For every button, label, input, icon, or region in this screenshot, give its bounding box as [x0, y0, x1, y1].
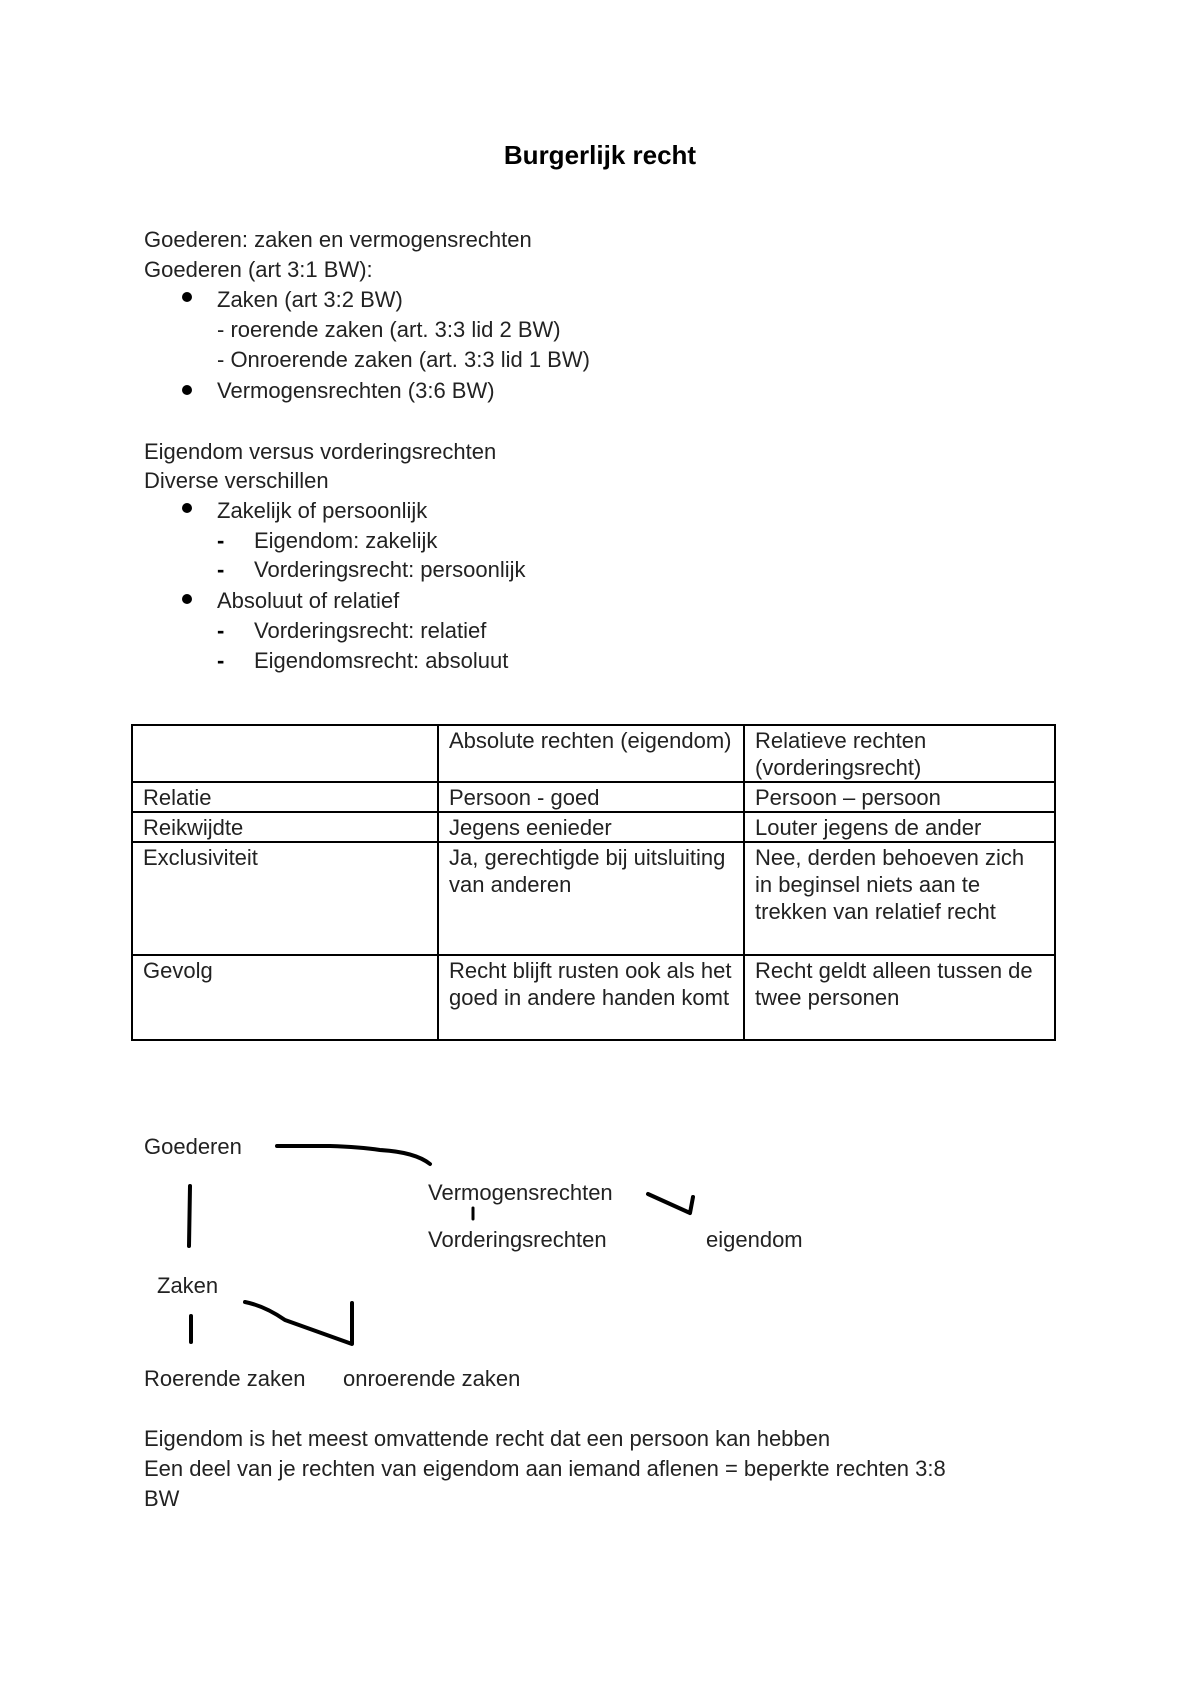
diagram-node-eigendom: eigendom: [706, 1227, 803, 1252]
dash-marker: -: [217, 528, 225, 553]
table-cell: Recht geldt alleen tussen de twee personen: [744, 955, 1055, 1040]
table-header-cell: Absolute rechten (eigendom): [438, 725, 744, 782]
connector-zaken-onroerende: [245, 1302, 352, 1344]
diagram-node-onroerende: onroerende zaken: [343, 1366, 521, 1391]
dash-marker: -: [217, 648, 225, 673]
table-cell: Gevolg: [132, 955, 438, 1040]
closing-line-3: BW: [144, 1486, 180, 1511]
table-cell: Louter jegens de ander: [744, 812, 1055, 842]
diagram-node-goederen: Goederen: [144, 1134, 242, 1159]
page-title: Burgerlijk recht: [503, 140, 697, 170]
closing-line-1: Eigendom is het meest omvattende recht dat een persoon kan hebben: [144, 1426, 831, 1451]
table-cell: Ja, gerechtigde bij uitsluiting van anderen: [438, 842, 744, 955]
table-cell: Exclusiviteit: [132, 842, 438, 955]
list-subitem: Vorderingsrecht: persoonlijk: [254, 557, 526, 582]
intro-line-1: Goederen: zaken en vermogensrechten: [144, 227, 532, 252]
list-subitem-roerend: - roerende zaken (art. 3:3 lid 2 BW): [217, 317, 561, 342]
table-cell: Relatie: [132, 782, 438, 812]
diagram-node-vorderingsrechten: Vorderingsrechten: [428, 1227, 607, 1252]
connector-vermogensrechten-eigendom: [648, 1194, 693, 1213]
table-cell: Persoon – persoon: [744, 782, 1055, 812]
list-subitem: Eigendom: zakelijk: [254, 528, 438, 553]
dash-marker: -: [217, 557, 225, 582]
table-cell: Jegens eenieder: [438, 812, 744, 842]
list-item-zakelijk: Zakelijk of persoonlijk: [217, 498, 428, 523]
list-subitem-onroerend: - Onroerende zaken (art. 3:3 lid 1 BW): [217, 347, 590, 372]
list-item-absoluut: Absoluut of relatief: [217, 588, 400, 613]
table-cell: Persoon - goed: [438, 782, 744, 812]
list-subitem: Eigendomsrecht: absoluut: [254, 648, 509, 673]
diagram-node-zaken: Zaken: [157, 1273, 219, 1298]
intro-line-2: Goederen (art 3:1 BW):: [144, 257, 373, 282]
closing-line-2: Een deel van je rechten van eigendom aan iemand aflenen = beperkte rechten 3:8: [144, 1456, 946, 1481]
list-item-vermogensrechten: Vermogensrechten (3:6 BW): [217, 378, 495, 403]
diagram-node-roerende: Roerende zaken: [144, 1366, 306, 1391]
section2-line-1: Eigendom versus vorderingsrechten: [144, 439, 497, 464]
section2-line-2: Diverse verschillen: [144, 468, 329, 493]
connector-goederen-vermogensrechten: [277, 1146, 430, 1164]
table-header-cell: Relatieve rechten (vorderingsrecht): [744, 725, 1055, 782]
diagram-node-vermogensrechten: Vermogensrechten: [428, 1180, 613, 1205]
table-cell: Recht blijft rusten ook als het goed in andere handen komt: [438, 955, 744, 1040]
list-item-zaken: Zaken (art 3:2 BW): [217, 287, 403, 312]
table-cell: Reikwijdte: [132, 812, 438, 842]
connector-goederen-zaken: [189, 1186, 190, 1246]
table-cell: Nee, derden behoeven zich in beginsel niets aan te trekken van relatief recht: [744, 842, 1055, 955]
list-subitem: Vorderingsrecht: relatief: [254, 618, 487, 643]
dash-marker: -: [217, 618, 225, 643]
